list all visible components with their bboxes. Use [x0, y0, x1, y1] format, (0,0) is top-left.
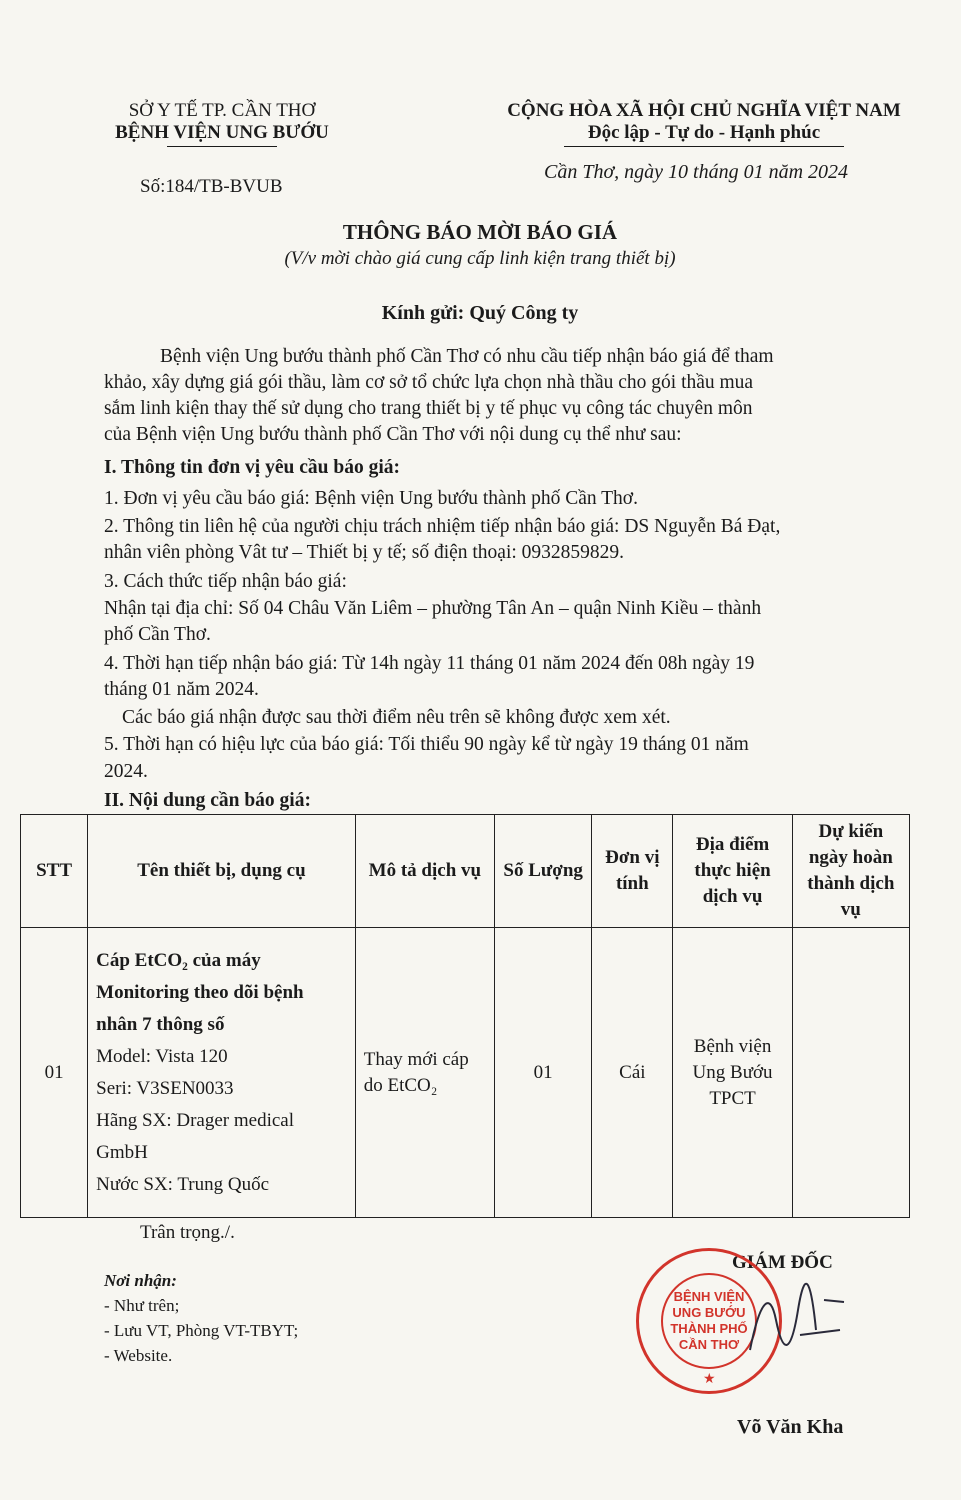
- intro-line-2: khảo, xây dựng giá gói thầu, làm cơ sở tổ chức lựa chọn nhà thầu cho gói thầu mua: [104, 372, 754, 393]
- stamp-star-icon: ★: [703, 1372, 716, 1387]
- header-right: [484, 100, 924, 147]
- motto: Độc lập - Tự do - Hạnh phúc: [587, 122, 821, 143]
- th-unit: Đơn vị tính: [592, 815, 673, 928]
- cell-name: [88, 928, 356, 1218]
- item-origin: Nước SX: Trung Quốc: [96, 1173, 270, 1195]
- section1-item-2-cont: nhân viên phòng Vât tư – Thiết bị y tế; số điện thoại: 0932859829.: [104, 542, 625, 563]
- recipient-item: - Lưu VT, Phòng VT-TBYT;: [104, 1321, 299, 1340]
- section1-item-5: 5. Thời hạn có hiệu lực của báo giá: Tối thiểu 90 ngày kể từ ngày 19 tháng 01 năm: [104, 734, 749, 755]
- cell-completion: [792, 928, 909, 1218]
- item-model: Model: Vista 120: [96, 1045, 228, 1067]
- th-qty: Số Lượng: [495, 815, 592, 928]
- item-manufacturer-cont: GmbH: [96, 1141, 148, 1163]
- intro-line-3: sắm linh kiện thay thế sử dụng cho trang thiết bị y tế phục vụ công tác chuyên môn: [104, 398, 753, 419]
- recipients: [104, 1268, 298, 1368]
- section1-item-3-address-cont: phố Cần Thơ.: [104, 624, 211, 645]
- section1-item-3-address: Nhận tại địa chỉ: Số 04 Châu Văn Liêm – phường Tân An – quận Ninh Kiều – thành: [104, 598, 762, 619]
- hospital-name: BỆNH VIỆN UNG BƯỚU: [115, 122, 329, 143]
- section1-heading: I. Thông tin đơn vị yêu cầu báo giá:: [104, 457, 400, 478]
- recipient-item: - Website.: [104, 1346, 173, 1365]
- item-manufacturer: Hãng SX: Drager medical: [96, 1109, 294, 1131]
- stamp-line: CẦN THƠ: [678, 1337, 740, 1352]
- item-serial: Seri: V3SEN0033: [96, 1077, 234, 1099]
- stamp-line: THÀNH PHỐ: [670, 1321, 748, 1336]
- cell-qty: 01: [495, 928, 592, 1218]
- section1-item-4: 4. Thời hạn tiếp nhận báo giá: Từ 14h ngày 11 tháng 01 năm 2024 đến 08h ngày 19: [104, 653, 755, 674]
- item-name-line-3: nhân 7 thông số: [96, 1013, 225, 1035]
- greeting: Kính gửi: Quý Công ty: [381, 302, 579, 324]
- recipients-heading: Nơi nhận:: [104, 1271, 177, 1290]
- th-desc: Mô tả dịch vụ: [355, 815, 494, 928]
- section1-item-1: 1. Đơn vị yêu cầu báo giá: Bệnh viện Ung bướu thành phố Cần Thơ.: [104, 488, 638, 509]
- signer-name: Võ Văn Kha: [737, 1416, 844, 1438]
- section1-note: Các báo giá nhận được sau thời điểm nêu trên sẽ không được xem xét.: [122, 707, 671, 728]
- document-title: THÔNG BÁO MỜI BÁO GIÁ: [342, 220, 618, 244]
- signature-scribble: [740, 1280, 850, 1370]
- intro-line-1: Bệnh viện Ung bướu thành phố Cần Thơ có nhu cầu tiếp nhận báo giá để tham: [160, 346, 774, 367]
- hospital-underline: [167, 146, 277, 147]
- header-left: [92, 100, 352, 147]
- item-name-line-2: Monitoring theo dõi bệnh: [96, 981, 304, 1003]
- item-name-line-1: Cáp EtCO₂ của máy: [96, 949, 261, 971]
- th-name: Tên thiết bị, dụng cụ: [88, 815, 356, 928]
- table-header-row: [21, 815, 910, 928]
- stamp-line: BỆNH VIỆN: [673, 1289, 745, 1304]
- signer-position: GIÁM ĐỐC: [732, 1252, 833, 1273]
- place-date: Cần Thơ, ngày 10 tháng 01 năm 2024: [544, 161, 849, 183]
- th-location: Địa điểm thực hiện dịch vụ: [673, 815, 792, 928]
- section1-item-3: 3. Cách thức tiếp nhận báo giá:: [104, 571, 347, 592]
- section2-heading: II. Nội dung cần báo giá:: [104, 790, 311, 811]
- cell-unit: Cái: [592, 928, 673, 1218]
- document-number: Số:184/TB-BVUB: [140, 176, 283, 197]
- intro-line-4: của Bệnh viện Ung bướu thành phố Cần Thơ với nội dung cụ thể như sau:: [104, 424, 682, 445]
- department-name: SỞ Y TẾ TP. CẦN THƠ: [128, 100, 316, 121]
- document-subtitle: (V/v mời chào giá cung cấp linh kiện trang thiết bị): [284, 248, 676, 269]
- section1-item-5-cont: 2024.: [104, 761, 148, 782]
- th-stt: STT: [21, 815, 88, 928]
- cell-location: Bệnh viện Ung Bướu TPCT: [673, 928, 792, 1218]
- cell-desc: Thay mới cáp do EtCO₂: [355, 928, 494, 1218]
- th-completion: Dự kiến ngày hoàn thành dịch vụ: [792, 815, 909, 928]
- quote-table: [20, 814, 910, 1218]
- closing: Trân trọng./.: [140, 1222, 235, 1243]
- motto-underline: [564, 146, 844, 147]
- section1-item-4-cont: tháng 01 năm 2024.: [104, 679, 259, 700]
- stamp-line: UNG BƯỚU: [672, 1305, 746, 1320]
- cell-stt: 01: [21, 928, 88, 1218]
- table-row: [21, 928, 910, 1218]
- country-name: CỘNG HÒA XÃ HỘI CHỦ NGHĨA VIỆT NAM: [507, 100, 901, 121]
- recipient-item: - Như trên;: [104, 1296, 180, 1315]
- section1-item-2: 2. Thông tin liên hệ của người chịu trách nhiệm tiếp nhận báo giá: DS Nguyễn Bá Đạt,: [104, 516, 781, 537]
